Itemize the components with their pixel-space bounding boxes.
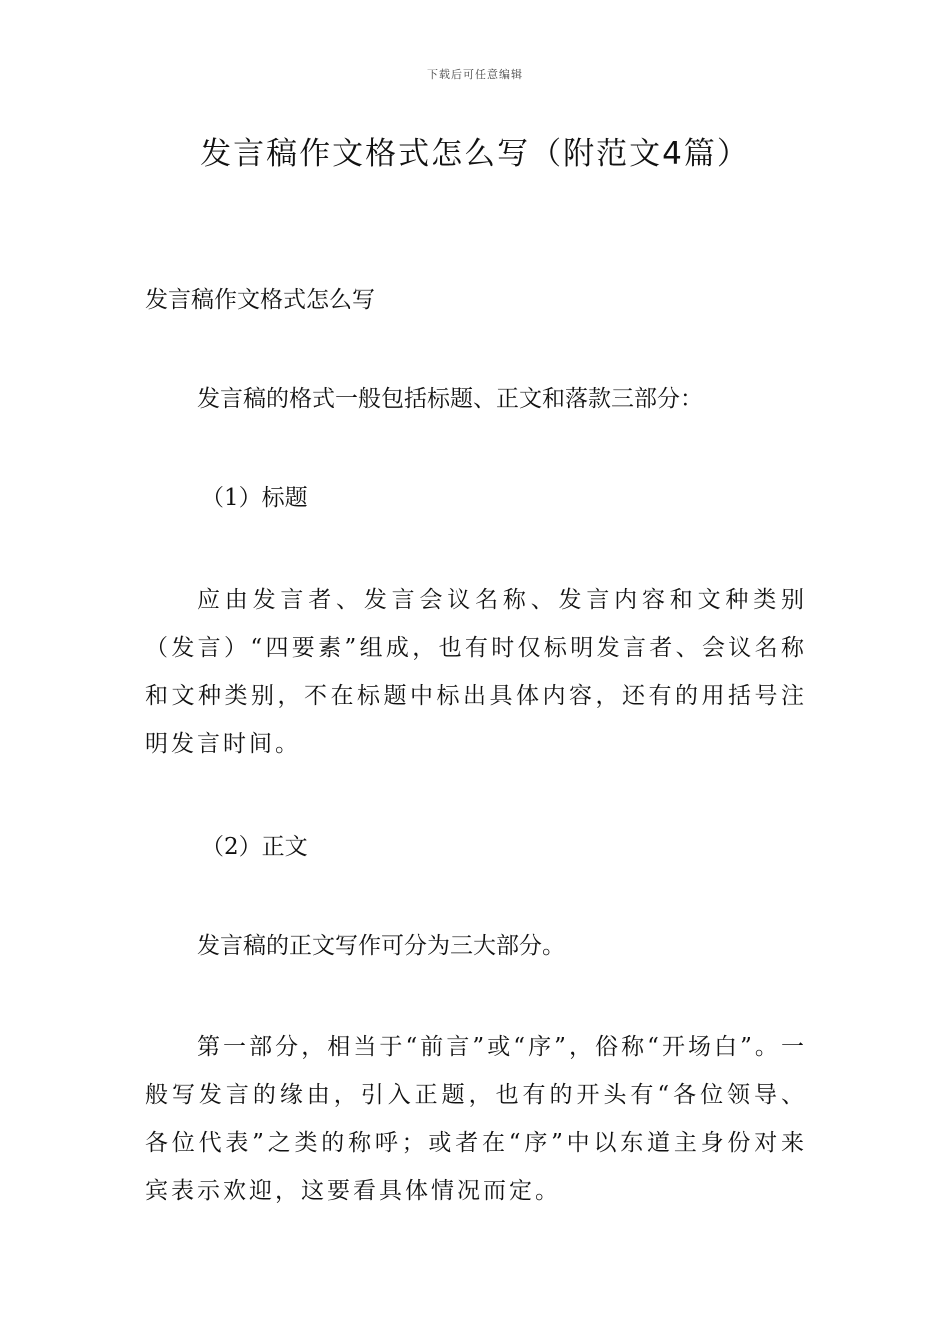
title-description-paragraph: 应由发言者、发言会议名称、发言内容和文种类别（发言）“四要素”组成，也有时仅标明发言者、会议名称和文种类别，不在标题中标出具体内容，还有的用括号注明发言时间。 [145, 587, 807, 757]
part-one-paragraph: 第一部分，相当于“前言”或“序”，俗称“开场白”。一般写发言的缘由，引入正题，也有的开头有“各位领导、各位代表”之类的称呼；或者在“序”中以东道主身份对来宾表示欢迎，这要看具体情况而定。 [145, 1034, 807, 1204]
section-heading: 发言稿作文格式怎么写 [145, 287, 375, 313]
body-overview-paragraph: 发言稿的正文写作可分为三大部分。 [197, 933, 565, 959]
subheading-title: （1）标题 [201, 485, 308, 511]
subheading-body: （2）正文 [201, 834, 308, 860]
header-note: 下载后可任意编辑 [427, 68, 523, 81]
intro-paragraph: 发言稿的格式一般包括标题、正文和落款三部分： [197, 386, 703, 412]
document-title: 发言稿作文格式怎么写（附范文4篇） [200, 136, 750, 172]
